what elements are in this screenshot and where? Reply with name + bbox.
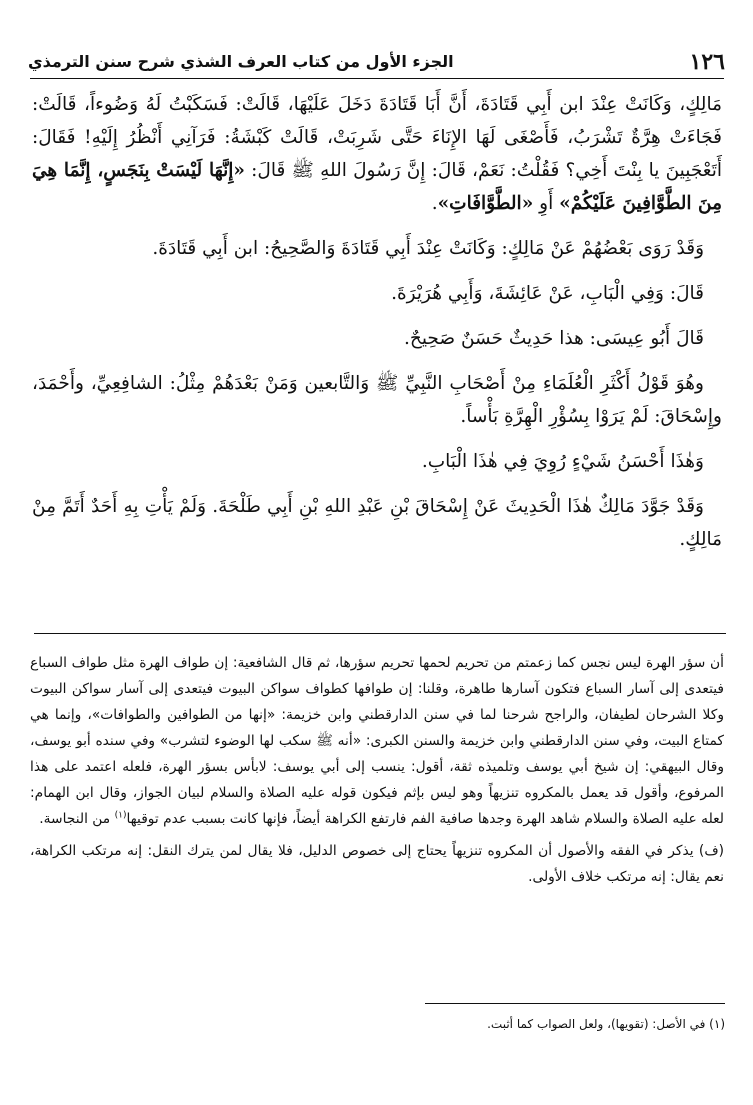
variant-connector: أَوِ (539, 193, 554, 214)
commentary-paragraph-2: (ف) يذكر في الفقه والأصول أن المكروه تنزيهاً يحتاج إلى خصوص الدليل، فلا يقال لمن يترك النقل: إنه مرتكب الكراهة، نعم يقال: إنه مرتكب خلاف الأولى. (30, 843, 724, 885)
hadith-paragraph-1: مَالِكٍ، وَكَانَتْ عِنْدَ ابن أَبِي قَتَادَةَ، أَنَّ أَبَا قَتَادَةَ دَخَلَ عَلَيْهَا، قَالَتْ: فَسَكَبْتُ لَهُ وَضُوءاً، قَالَتْ: فَجَاءَتْ هِرَّةٌ تَشْرَبُ، فَأَصْغَى لَهَا الإِنَاءَ حَتَّى شَرِبَتْ، قَالَتْ كَبْشَةُ: فَرَآنِي أَنْظُرُ إِلَيْهِ! فَقَالَ: أَتَعْجَبِينَ يا بِنْتَ أَخِي؟ فَقُلْتُ: نَعَمْ، قَالَ: إِنَّ رَسُولَ اللهِ ﷺ قَالَ: «إِنَّهَا لَيْسَتْ بِنَجَسٍ، إِنَّمَا هِيَ مِنَ الطَّوَّافِينَ عَلَيْكُمْ» أَوِ «الطَّوَّافَاتِ». (32, 94, 722, 214)
hadith-narration: مَالِكٍ، وَكَانَتْ عِنْدَ ابن أَبِي قَتَادَةَ، أَنَّ أَبَا قَتَادَةَ دَخَلَ عَلَيْهَا، قَالَتْ: فَسَكَبْتُ لَهُ وَضُوءاً، قَالَتْ: فَجَاءَتْ هِرَّةٌ تَشْرَبُ، فَأَصْغَى لَهَا الإِنَاءَ حَتَّى شَرِبَتْ، قَالَتْ كَبْشَةُ: فَرَآنِي أَنْظُرُ إِلَيْهِ! فَقَالَ: أَتَعْجَبِينَ يا بِنْتَ أَخِي؟ فَقُلْتُ: نَعَمْ، قَالَ: إِنَّ رَسُولَ اللهِ ﷺ قَالَ: (32, 94, 722, 181)
commentary-text-end: من النجاسة. (39, 811, 111, 827)
hadith-paragraph-5: وهُوَ قَوْلُ أَكْثَرِ الْعُلَمَاءِ مِنْ أَصْحَابِ النَّبِيِّ ﷺ وَالتَّابعين وَمَنْ بَعْدَهُمْ مِثْلُ: الشافِعِيِّ، وأَحْمَدَ، وإِسْحَاقَ: لَمْ يَرَوْا بِسُؤْرِ الْهِرَّةِ بَأْساً. (32, 373, 722, 427)
commentary-section (30, 650, 724, 896)
commentary-divider (34, 633, 726, 634)
commentary-paragraph-1 (30, 650, 724, 832)
hadith-paragraph-2: وَقَدْ رَوَى بَعْضُهُمْ عَنْ مَالِكٍ: وَكَانَتْ عِنْدَ أَبِي قَتَادَةَ وَالصَّحِيحُ: ابن أَبِي قَتَادَةَ. (152, 238, 704, 259)
page-header (28, 40, 725, 76)
page-number: ١٢٦ (689, 49, 725, 75)
footnote-text: (١) في الأصل: (تقويها)، ولعل الصواب كما أثبت. (487, 1017, 725, 1031)
hadith-text (32, 88, 722, 568)
footnote-divider (425, 1003, 725, 1004)
footnote-reference: (١) (114, 810, 127, 821)
hadith-paragraph-4: قَالَ أَبُو عِيسَى: هذا حَدِيثٌ حَسَنٌ صَحِيحٌ. (404, 328, 704, 349)
hadith-paragraph-6: وَهٰذَا أَحْسَنُ شَيْءٍ رُوِيَ فِي هٰذَا الْبَابِ. (421, 451, 704, 472)
hadith-paragraph-7: وَقَدْ جَوَّدَ مَالِكٌ هٰذَا الْحَدِيثَ عَنْ إِسْحَاقَ بْنِ عَبْدِ اللهِ بْنِ أَبِي طَلْحَةَ. وَلَمْ يَأْتِ بِهِ أَحَدٌ أَتَمَّ مِنْ مَالِكٍ. (32, 496, 722, 550)
prophetic-saying: «إِنَّهَا لَيْسَتْ بِنَجَسٍ، إِنَّمَا هِيَ مِنَ الطَّوَّافِينَ عَلَيْكُمْ» (32, 160, 722, 214)
commentary-text: أن سؤر الهرة ليس نجس كما زعمتم من تحريم لحمها تحريم سؤرها، ثم قال الشافعية: إن طواف الهرة مثل طواف السباع فيتعدى إلى آسار السباع فتكون آسارها طاهرة، وقلنا: إن طوافها كطواف سواكن البيوت فيتعدى إلى آسار سواكن البيوت وكلا الشرحان لطيفان، والراجح شرحنا لما في سنن الدارقطني وابن خزيمة: «إنها من الطوافين والطوافات»، وإنما هي كمتاع البيت، وفي سنن الدارقطني وابن خزيمة والسنن الكبرى: «أنه ﷺ سكب لها الوضوء لتشرب» وفي سنده أبو يوسف، وقال البيهقي: إن شيخ أبي يوسف وتلميذه ثقة، أقول: ينسب إلى أبي يوسف: لابأس بسؤر الهرة، فلعله اعتمد على هذا المرفوع، وأقول قد يعمل بالمكروه تنزيهاً وهو ليس بإثم فيكون قوله عليه الصلاة والسلام لبيان الجواز، وقال ابن الهمام: لعله عليه الصلاة والسلام شاهد الهرة وجدها صافية الفم فارتفع الكراهة أيضاً، فإنها كانت بسبب عدم توقيها (30, 655, 724, 827)
header-divider (30, 78, 724, 79)
running-title: الجزء الأول من كتاب العرف الشذي شرح سنن الترمذي (28, 52, 454, 71)
hadith-paragraph-3: قَالَ: وَفِي الْبَابِ، عَنْ عَائِشَةَ، وَأَبِي هُرَيْرَةَ. (391, 283, 704, 304)
prophetic-saying-variant: «الطَّوَّافَاتِ» (437, 193, 534, 214)
